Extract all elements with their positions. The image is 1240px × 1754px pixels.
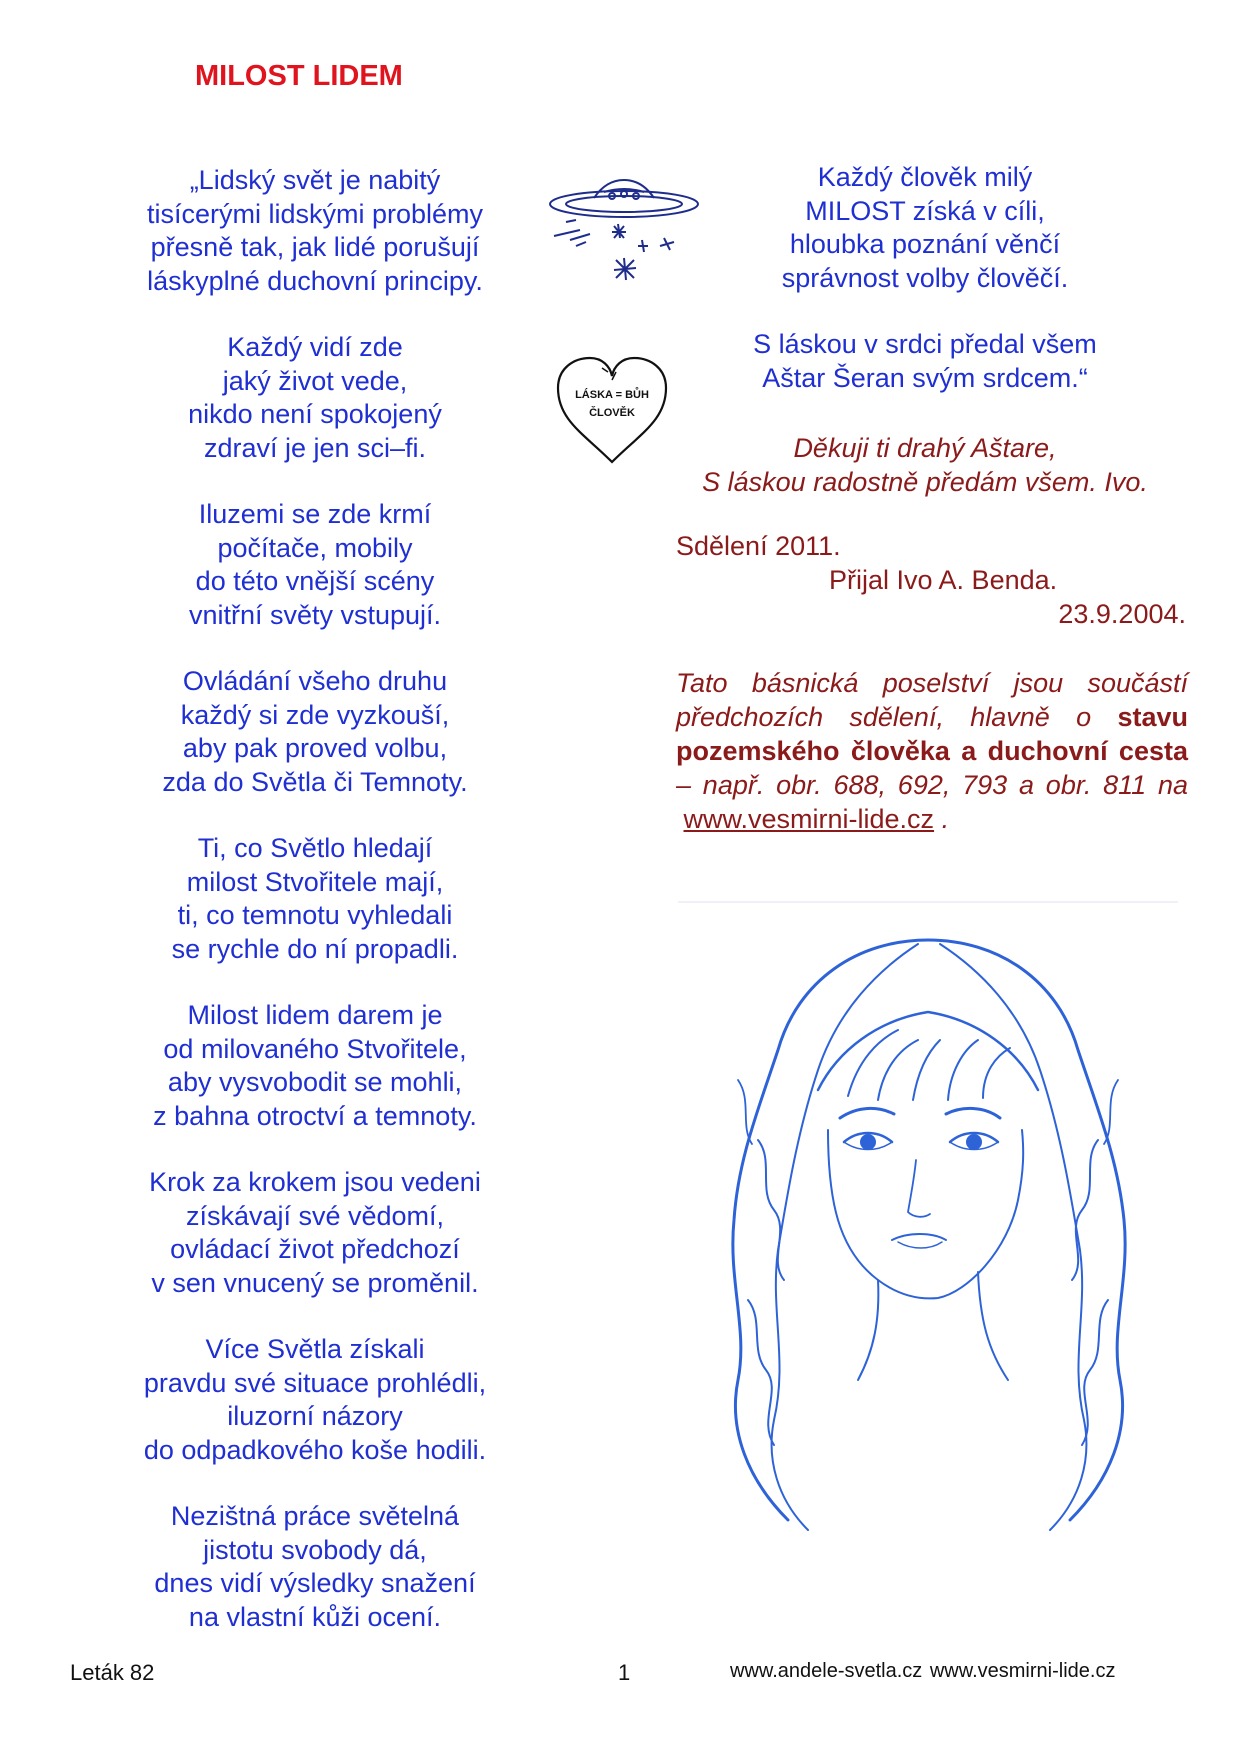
poem-line: Ti, co Světlo hledají bbox=[197, 833, 433, 863]
message-year: Sdělení 2011. bbox=[676, 531, 841, 561]
poem-line: aby pak proved volbu, bbox=[182, 733, 448, 763]
poem-line: ovládací život předchozí bbox=[170, 1234, 460, 1264]
note-paragraph bbox=[676, 666, 1188, 836]
stanza bbox=[660, 328, 1190, 395]
poem-line: Iluzemi se zde krmí bbox=[198, 499, 432, 529]
stanza bbox=[110, 832, 520, 966]
stanza bbox=[110, 498, 520, 632]
poem-line: Krok za krokem jsou vedeni bbox=[149, 1167, 481, 1197]
poem-line: z bahna otroctví a temnoty. bbox=[153, 1100, 477, 1131]
poem-line: ti, co temnotu vyhledali bbox=[177, 900, 453, 930]
thanks-line: S láskou radostně předám všem. Ivo. bbox=[702, 467, 1148, 497]
poem-line: Nezištná práce světelná bbox=[170, 1501, 460, 1531]
note-conjunction: a bbox=[961, 736, 977, 766]
poem-line: přesně tak, jak lidé porušují bbox=[150, 232, 480, 262]
poem-line: S láskou v srdci předal všem bbox=[753, 329, 1097, 359]
heart-icon bbox=[552, 354, 672, 466]
stanza bbox=[110, 331, 520, 465]
poem-line: jaký život vede, bbox=[222, 365, 408, 396]
poem-line: od milovaného Stvořitele, bbox=[163, 1033, 467, 1064]
poem-line: správnost volby člověčí. bbox=[781, 262, 1069, 293]
poem-line: aby vysvobodit se mohli, bbox=[167, 1067, 463, 1097]
note-refs: – např. obr. 688, 692, 793 a obr. 811 na bbox=[676, 770, 1188, 800]
website-link[interactable]: www.vesmirni-lide.cz bbox=[683, 804, 935, 834]
ufo-icon bbox=[546, 176, 706, 296]
poem-line: Ovládání všeho druhu bbox=[182, 666, 448, 696]
poem-line: nikdo není spokojený bbox=[188, 399, 442, 429]
footer-websites: www.andele-svetla.cz www.vesmirni-lide.cz bbox=[730, 1660, 1116, 1682]
stanza bbox=[110, 1166, 520, 1300]
poem-line: Každý člověk milý bbox=[817, 162, 1033, 192]
poem-line: zdraví je jen sci–fi. bbox=[203, 432, 427, 463]
poem-line: Milost lidem darem je bbox=[187, 1000, 443, 1030]
poem-line: každý si zde vyzkouší, bbox=[180, 699, 450, 730]
poem-line: pravdu své situace prohlédli, bbox=[143, 1367, 487, 1398]
poem-line: Více Světla získali bbox=[205, 1334, 425, 1364]
poem-line: Aštar Šeran svým srdcem.“ bbox=[762, 362, 1088, 393]
poem-line: milost Stvořitele mají, bbox=[186, 866, 444, 897]
stanza bbox=[110, 1333, 520, 1467]
poem-line: do této vnější scény bbox=[195, 566, 435, 596]
poem-line: se rychle do ní propadli. bbox=[171, 933, 459, 964]
poem-line: dnes vidí výsledky snažení bbox=[154, 1568, 476, 1598]
poem-line: jistotu svobody dá, bbox=[203, 1534, 427, 1565]
poem-left-column bbox=[110, 164, 520, 1667]
note-intro: Tato básnická poselství jsou součástí předchozích sdělení, hlavně o bbox=[676, 668, 1188, 732]
received-by: Přijal Ivo A. Benda. bbox=[829, 565, 1058, 595]
heart-text-line2: ČLOVĚK bbox=[589, 407, 635, 419]
stanza bbox=[110, 1500, 520, 1634]
stanza bbox=[110, 999, 520, 1133]
leaflet-number: Leták 82 bbox=[70, 1660, 155, 1685]
poem-line: hloubka poznání věnčí bbox=[789, 229, 1061, 259]
note-bold-topic-2: duchovní cesta bbox=[987, 736, 1188, 766]
page-number: 1 bbox=[618, 1660, 631, 1685]
note-bold-topic-1: stavu pozemského člověka bbox=[676, 702, 1188, 766]
poem-line: Každý vidí zde bbox=[227, 332, 403, 362]
stanza bbox=[660, 161, 1190, 295]
poem-line: v sen vnucený se proměnil. bbox=[151, 1267, 479, 1298]
poem-line: na vlastní kůži ocení. bbox=[188, 1601, 442, 1632]
poem-line: láskyplné duchovní principy. bbox=[147, 265, 483, 296]
heart-text-line1: LÁSKA = BŮH bbox=[575, 389, 649, 401]
portrait-drawing bbox=[678, 900, 1188, 1540]
poem-line: tisícerými lidskými problémy bbox=[146, 198, 484, 229]
poem-line: iluzorní názory bbox=[227, 1401, 403, 1431]
poem-line: počítače, mobily bbox=[217, 532, 413, 563]
message-info bbox=[676, 529, 1188, 631]
poem-right-column bbox=[660, 161, 1190, 428]
page-title: MILOST LIDEM bbox=[195, 60, 403, 92]
stanza bbox=[110, 164, 520, 298]
poem-line: získávají své vědomí, bbox=[185, 1200, 445, 1231]
thanks-line: Děkuji ti drahý Aštare, bbox=[793, 433, 1057, 463]
poem-line: do odpadkového koše hodili. bbox=[143, 1434, 487, 1465]
message-date: 23.9.2004. bbox=[1058, 599, 1186, 629]
poem-line: zda do Světla či Temnoty. bbox=[162, 766, 468, 797]
poem-line: vnitřní světy vstupují. bbox=[188, 599, 442, 630]
poem-line: „Lidský svět je nabitý bbox=[189, 165, 441, 195]
note-end: . bbox=[941, 804, 950, 834]
poem-line: MILOST získá v cíli, bbox=[805, 195, 1045, 226]
thanks-note bbox=[660, 431, 1190, 499]
stanza bbox=[110, 665, 520, 799]
